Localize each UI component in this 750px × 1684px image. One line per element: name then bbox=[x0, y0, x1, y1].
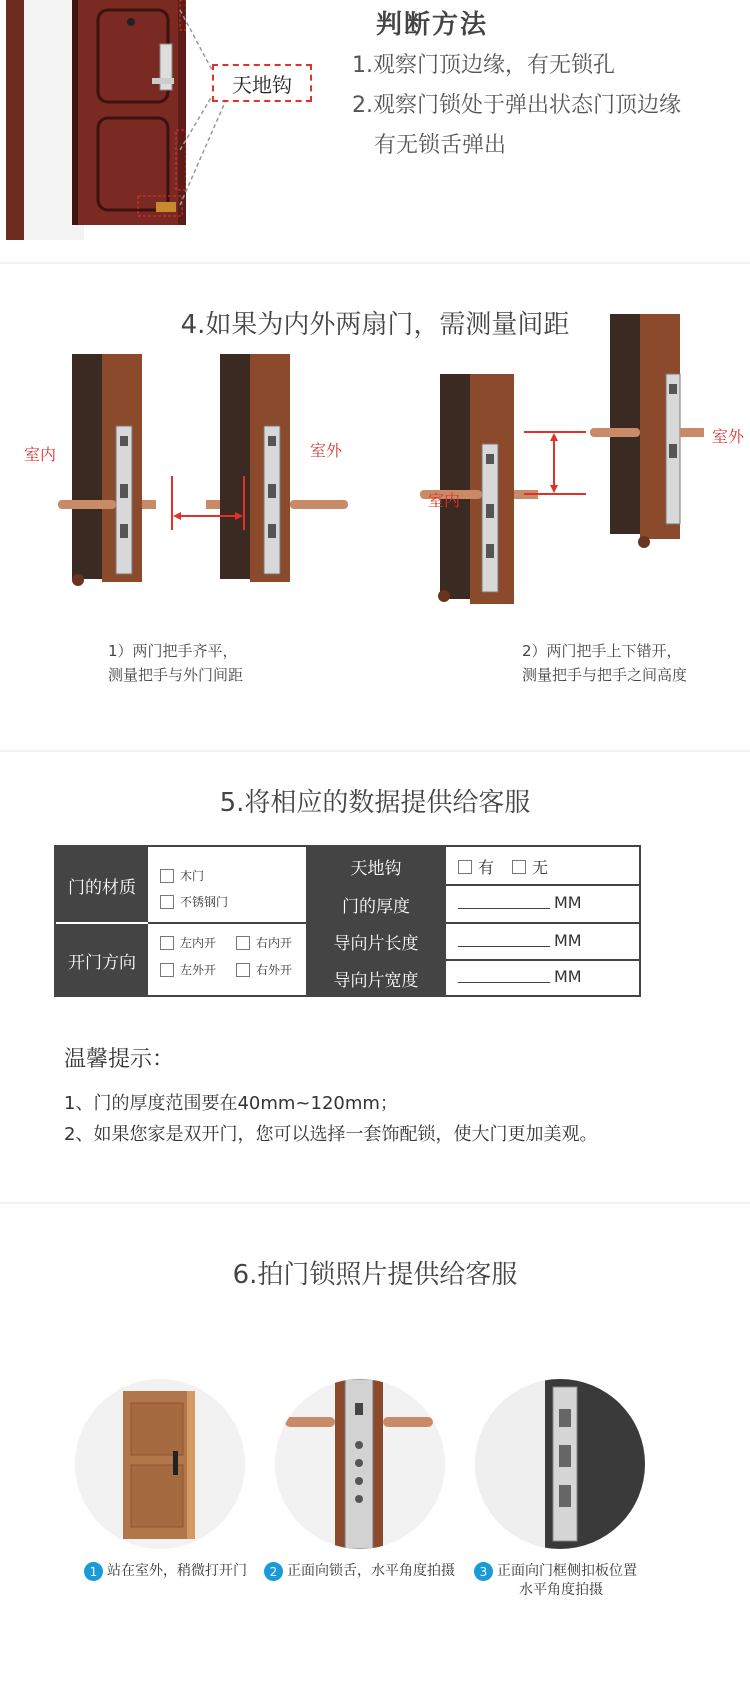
thickness-unit: MM bbox=[554, 893, 582, 912]
method-line-1: 1.观察门顶边缘，有无锁孔 bbox=[352, 53, 615, 78]
option-left-in-label: 左内开 bbox=[180, 936, 217, 950]
checkbox-steel[interactable] bbox=[160, 895, 174, 909]
photo-lock-front bbox=[275, 1379, 445, 1549]
caption-right bbox=[522, 639, 687, 687]
tiandigou-section bbox=[0, 0, 750, 262]
checkbox-left-out[interactable] bbox=[160, 963, 174, 977]
photo-strike-plate bbox=[475, 1379, 645, 1549]
checkbox-left-in[interactable] bbox=[160, 936, 174, 950]
guide-width-unit: MM bbox=[554, 967, 582, 986]
option-wood[interactable] bbox=[160, 867, 204, 884]
step-3-text bbox=[497, 1562, 637, 1600]
step-1-text: 站在室外，稍微打开门 bbox=[107, 1563, 247, 1579]
guide-width-blank[interactable] bbox=[458, 971, 550, 983]
caption-left-line-2: 测量把手与外门间距 bbox=[108, 666, 244, 684]
option-left-out[interactable] bbox=[160, 961, 216, 978]
step-3 bbox=[474, 1562, 637, 1600]
checkbox-right-in[interactable] bbox=[236, 936, 250, 950]
step-1 bbox=[84, 1562, 247, 1581]
option-right-out[interactable] bbox=[236, 961, 292, 978]
label-outside-right: 室外 bbox=[712, 427, 745, 446]
material-label: 门的材质 bbox=[56, 847, 148, 923]
tip-line-2: 2、如果您家是双开门，您可以选择一套饰配锁，使大门更加美观。 bbox=[64, 1124, 598, 1145]
step-2-number: 2 bbox=[264, 1562, 283, 1581]
section-title: 6.拍门锁照片提供给客服 bbox=[232, 1260, 518, 1290]
caption-right-line-2: 测量把手与把手之间高度 bbox=[522, 666, 688, 684]
option-no[interactable] bbox=[512, 855, 548, 878]
section-title: 4.如果为内外两扇门，需测量间距 bbox=[180, 310, 570, 340]
method-line-2: 2.观察门锁处于弹出状态门顶边缘 bbox=[352, 93, 681, 118]
tip-line-1: 1、门的厚度范围要在40mm~120mm； bbox=[64, 1093, 398, 1114]
option-steel[interactable] bbox=[160, 893, 228, 910]
tiandigou-tag: 天地钩 bbox=[212, 64, 312, 102]
method-line-3: 有无锁舌弹出 bbox=[374, 133, 507, 158]
security-door-image bbox=[6, 0, 186, 240]
option-steel-label: 不锈钢门 bbox=[180, 895, 229, 909]
double-door-section bbox=[0, 264, 750, 750]
option-left-in[interactable] bbox=[160, 934, 216, 951]
step-3-line-1: 正面向门框侧扣板位置 bbox=[497, 1563, 637, 1579]
offset-handles-illustration bbox=[400, 304, 740, 604]
step-2 bbox=[264, 1562, 455, 1581]
tips-title: 温馨提示： bbox=[64, 1047, 175, 1072]
option-no-label: 无 bbox=[532, 858, 549, 877]
step-3-line-2: 水平角度拍摄 bbox=[519, 1582, 603, 1598]
pointer-lines bbox=[176, 0, 236, 220]
thickness-label: 门的厚度 bbox=[306, 885, 446, 923]
step-2-text: 正面向锁舌，水平角度拍摄 bbox=[287, 1563, 455, 1579]
step-3-number: 3 bbox=[474, 1562, 493, 1581]
option-yes-label: 有 bbox=[478, 858, 495, 877]
checkbox-right-out[interactable] bbox=[236, 963, 250, 977]
guide-length-unit: MM bbox=[554, 931, 582, 950]
direction-label: 开门方向 bbox=[56, 923, 148, 997]
method-title: 判断方法 bbox=[376, 10, 489, 40]
guide-length-blank[interactable] bbox=[458, 935, 550, 947]
tiandigou-label: 天地钩 bbox=[306, 847, 446, 885]
label-inside-left: 室内 bbox=[24, 445, 57, 464]
caption-left-line-1: 1）两门把手齐平， bbox=[108, 642, 238, 660]
label-inside-right: 室内 bbox=[428, 491, 461, 510]
checkbox-yes[interactable] bbox=[458, 860, 472, 874]
photo-door-ajar bbox=[75, 1379, 245, 1549]
option-right-in-label: 右内开 bbox=[256, 936, 293, 950]
guide-length-input[interactable] bbox=[458, 931, 582, 950]
guide-length-label: 导向片长度 bbox=[306, 923, 446, 960]
thickness-blank[interactable] bbox=[458, 897, 550, 909]
thickness-input[interactable] bbox=[458, 893, 582, 912]
option-wood-label: 木门 bbox=[180, 869, 205, 883]
checkbox-no[interactable] bbox=[512, 860, 526, 874]
section-title: 5.将相应的数据提供给客服 bbox=[219, 788, 531, 818]
door-info-table bbox=[54, 845, 641, 997]
data-form-section bbox=[0, 752, 750, 1202]
caption-left bbox=[108, 639, 243, 687]
aligned-handles-illustration bbox=[20, 354, 360, 594]
guide-width-label: 导向片宽度 bbox=[306, 960, 446, 997]
option-left-out-label: 左外开 bbox=[180, 963, 217, 977]
photo-section bbox=[0, 1204, 750, 1684]
option-right-out-label: 右外开 bbox=[256, 963, 293, 977]
caption-right-line-1: 2）两门把手上下错开， bbox=[522, 642, 682, 660]
option-right-in[interactable] bbox=[236, 934, 292, 951]
step-1-number: 1 bbox=[84, 1562, 103, 1581]
option-yes[interactable] bbox=[458, 855, 494, 878]
guide-width-input[interactable] bbox=[458, 967, 582, 986]
label-outside-left: 室外 bbox=[310, 441, 343, 460]
checkbox-wood[interactable] bbox=[160, 869, 174, 883]
